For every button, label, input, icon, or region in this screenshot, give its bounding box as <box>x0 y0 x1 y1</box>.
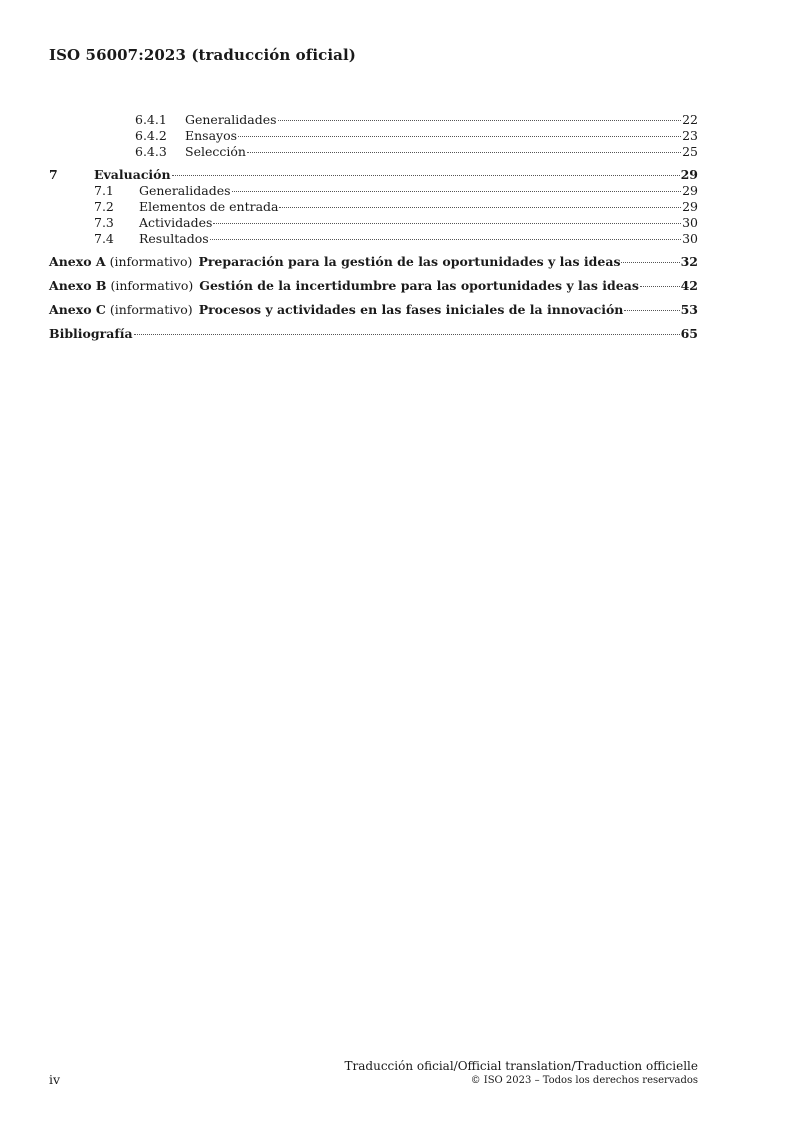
toc-leader-dots <box>172 175 680 176</box>
toc-entry-number: 6.4.2 <box>135 128 167 143</box>
toc-entry-title: Ensayos <box>185 128 238 143</box>
toc-entry-number: 6.4.1 <box>135 112 167 127</box>
toc-entry-page: 22 <box>682 112 698 127</box>
toc-entry-title: Bibliografía <box>49 326 133 341</box>
annex-kind: (informativo) <box>109 254 193 269</box>
toc-leader-dots <box>624 310 679 311</box>
annex-label: Anexo C <box>49 302 106 317</box>
toc-leader-dots <box>640 286 680 287</box>
toc-leader-dots <box>279 207 681 208</box>
toc-entry-page: 23 <box>682 128 698 143</box>
toc-leader-dots <box>232 191 682 192</box>
toc-entry-annex-b[interactable] <box>49 277 698 295</box>
toc-leader-dots <box>213 223 681 224</box>
toc-entry-6-4-3[interactable] <box>49 144 698 160</box>
annex-label: Anexo B <box>49 278 107 293</box>
toc-entry-number: 7.2 <box>94 199 114 214</box>
toc-entry-number: 6.4.3 <box>135 144 167 159</box>
toc-entry-number: 7.3 <box>94 215 114 230</box>
toc-entry-page: 30 <box>682 215 698 230</box>
toc-entry-title: Resultados <box>139 231 209 246</box>
toc-entry-title: Evaluación <box>94 167 171 182</box>
toc-entry-section-7[interactable] <box>49 167 698 183</box>
annex-label: Anexo A <box>49 254 106 269</box>
toc-entry-page: 30 <box>682 231 698 246</box>
toc-entry-title: Procesos y actividades en las fases iniciales de la innovación <box>198 302 624 317</box>
toc-leader-dots <box>134 334 680 335</box>
toc-entry-page: 29 <box>682 199 698 214</box>
toc-entry-title: Generalidades <box>185 112 277 127</box>
page-header-title: ISO 56007:2023 (traducción oficial) <box>49 46 356 64</box>
toc-leader-dots <box>278 120 682 121</box>
footer-copyright: © ISO 2023 – Todos los derechos reservados <box>470 1075 698 1086</box>
toc-leader-dots <box>621 262 679 263</box>
toc-entry-title: Preparación para la gestión de las oportunidades y las ideas <box>198 254 621 269</box>
toc-entry-7-4[interactable] <box>49 231 698 247</box>
toc-entry-title: Generalidades <box>139 183 231 198</box>
annex-kind: (informativo) <box>109 302 193 317</box>
toc-leader-dots <box>238 136 681 137</box>
toc-entry-page: 25 <box>682 144 698 159</box>
toc-entry-bibliography[interactable] <box>49 325 698 343</box>
toc-entry-page: 53 <box>680 302 698 317</box>
toc-entry-number: 7 <box>49 167 58 182</box>
toc-entry-page: 29 <box>680 167 698 182</box>
toc-leader-dots <box>247 152 681 153</box>
toc-entry-number: 7.4 <box>94 231 114 246</box>
toc-entry-title: Gestión de la incertidumbre para las oportunidades y las ideas <box>199 278 639 293</box>
toc-entry-page: 42 <box>680 278 698 293</box>
toc-entry-6-4-2[interactable] <box>49 128 698 144</box>
toc-entry-page: 32 <box>680 254 698 269</box>
toc-entry-title: Elementos de entrada <box>139 199 279 214</box>
toc-entry-number: 7.1 <box>94 183 114 198</box>
toc-entry-page: 29 <box>682 183 698 198</box>
footer-translation-note: Traducción oficial/Official translation/Traduction officielle <box>344 1059 698 1073</box>
toc-entry-title: Actividades <box>139 215 213 230</box>
toc-entry-6-4-1[interactable] <box>49 112 698 128</box>
toc-entry-7-3[interactable] <box>49 215 698 231</box>
toc-entry-7-2[interactable] <box>49 199 698 215</box>
toc-entry-annex-a[interactable] <box>49 253 698 271</box>
toc-leader-dots <box>210 239 681 240</box>
page-number: iv <box>49 1072 61 1087</box>
toc-entry-7-1[interactable] <box>49 183 698 199</box>
page-footer <box>345 1059 698 1086</box>
toc-entry-page: 65 <box>680 326 698 341</box>
toc-entry-title: Selección <box>185 144 246 159</box>
annex-kind: (informativo) <box>110 278 194 293</box>
toc-entry-annex-c[interactable] <box>49 301 698 319</box>
table-of-contents <box>49 112 698 343</box>
